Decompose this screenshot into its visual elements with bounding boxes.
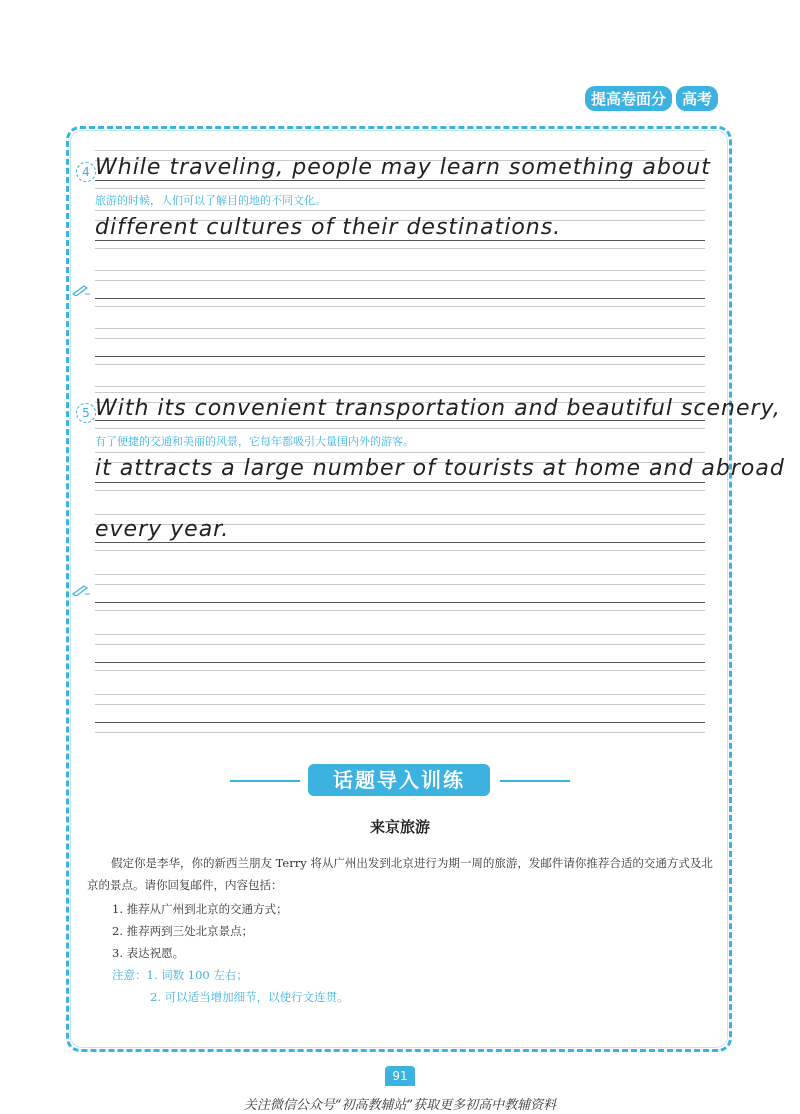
header-badge — [585, 86, 718, 111]
section-line-right — [500, 780, 570, 782]
exercise-5-number: 5 — [76, 403, 96, 423]
task-item-2: 2. 推荐两到三处北京景点； — [112, 924, 254, 938]
task-intro-text: 假定你是李华，你的新西兰朋友 Terry 将从广州出发到北京进行为期一周的旅游，发邮件请你推荐合适的交通方式及北京的景点。请你回复邮件，内容包括： — [87, 856, 713, 892]
section-subtitle: 来京旅游 — [369, 818, 430, 836]
page-number: 91 — [385, 1066, 415, 1086]
header-badge-right: 高考 — [676, 86, 718, 111]
exercise-4-translation: 旅游的时候，人们可以了解目的地的不同文化。 — [95, 194, 326, 207]
pen-icon — [72, 584, 90, 596]
task-note-1: 注意：1. 词数 100 左右； — [112, 968, 248, 982]
section-line-left — [230, 780, 300, 782]
exercise-5-line-3: every year. — [95, 517, 230, 542]
section-title: 话题导入训练 — [308, 764, 490, 796]
task-item-3: 3. 表达祝愿。 — [112, 946, 185, 960]
task-intro — [87, 852, 717, 896]
task-item-1: 1. 推荐从广州到北京的交通方式； — [112, 902, 288, 916]
pen-icon — [72, 284, 90, 296]
exercise-4-line-2: different cultures of their destinations. — [95, 215, 562, 240]
exercise-5-translation: 有了便捷的交通和美丽的风景，它每年都吸引大量国内外的游客。 — [95, 435, 414, 448]
task-note-2: 2. 可以适当增加细节，以使行文连贯。 — [150, 990, 349, 1004]
exercise-5-line-1: With its convenient transportation and beautiful scenery, — [95, 396, 781, 421]
footer-text: 关注微信公众号“初高教辅站”获取更多初高中教辅资料 — [243, 1098, 557, 1113]
section-header — [230, 764, 570, 800]
header-badge-left: 提高卷面分 — [585, 86, 672, 111]
exercise-5-line-2: it attracts a large number of tourists at home and abroad — [95, 456, 785, 481]
exercise-4-line-1: While traveling, people may learn something about — [95, 155, 711, 180]
exercise-4-number: 4 — [76, 162, 96, 182]
